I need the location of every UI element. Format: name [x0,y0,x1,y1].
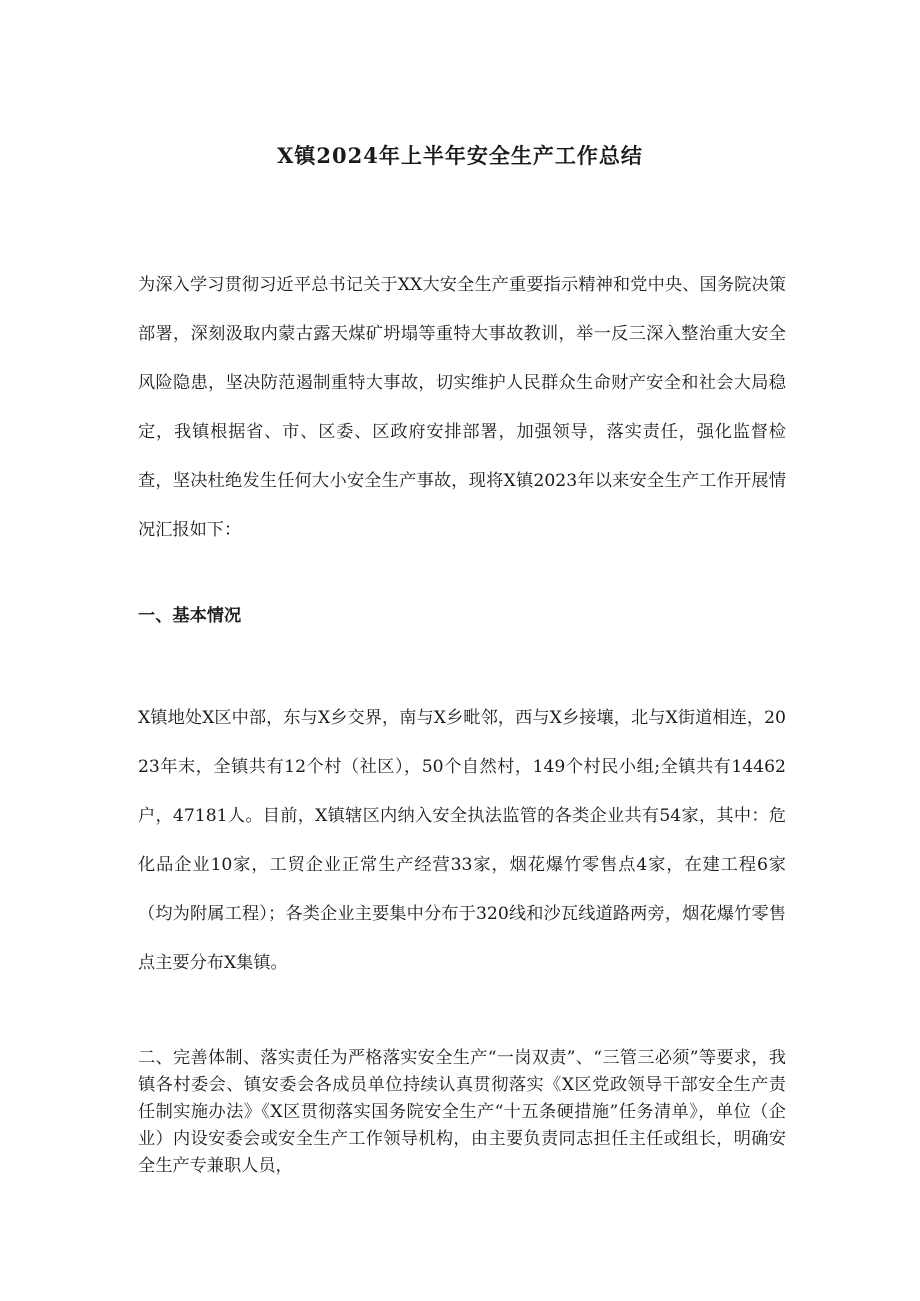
section-two-paragraph: 二、完善体制、落实责任为严格落实安全生产“一岗双责”、“三管三必须”等要求，我镇各村委会、镇安委会各成员单位持续认真贯彻落实《X区党政领导干部安全生产责任制实施办法》《X区贯彻落实国务院安全生产“十五条硬措施”任务清单》，单位（企业）内设安委会或安全生产工作领导机构，由主要负责同志担任主任或组长，明确安全生产专兼职人员， [138,1048,786,1176]
basic-situation-paragraph: X镇地处X区中部，东与X乡交界，南与X乡毗邻，西与X乡接壤，北与X街道相连，2023年末，全镇共有12个村（社区），50个自然村，149个村民小组;全镇共有14462户，47181人。目前，X镇辖区内纳入安全执法监管的各类企业共有54家，其中：危化品企业10家，工贸企业正常生产经营33家，烟花爆竹零售点4家，在建工程6家（均为附属工程）；各类企业主要集中分布于320线和沙瓦线道路两旁，烟花爆竹零售点主要分布X集镇。 [138,708,786,973]
intro-paragraph: 为深入学习贯彻习近平总书记关于XX大安全生产重要指示精神和党中央、国务院决策部署，深刻汲取内蒙古露天煤矿坍塌等重特大事故教训，举一反三深入整治重大安全风险隐患，坚决防范遏制重特大事故，切实维护人民群众生命财产安全和社会大局稳定，我镇根据省、市、区委、区政府安排部署，加强领导，落实责任，强化监督检查，坚决杜绝发生任何大小安全生产事故，现将X镇2023年以来安全生产工作开展情况汇报如下： [138,275,786,540]
document-title: X镇2024年上半年安全生产工作总结 [277,143,643,168]
section-heading-basic-situation: 一、基本情况 [138,606,242,626]
